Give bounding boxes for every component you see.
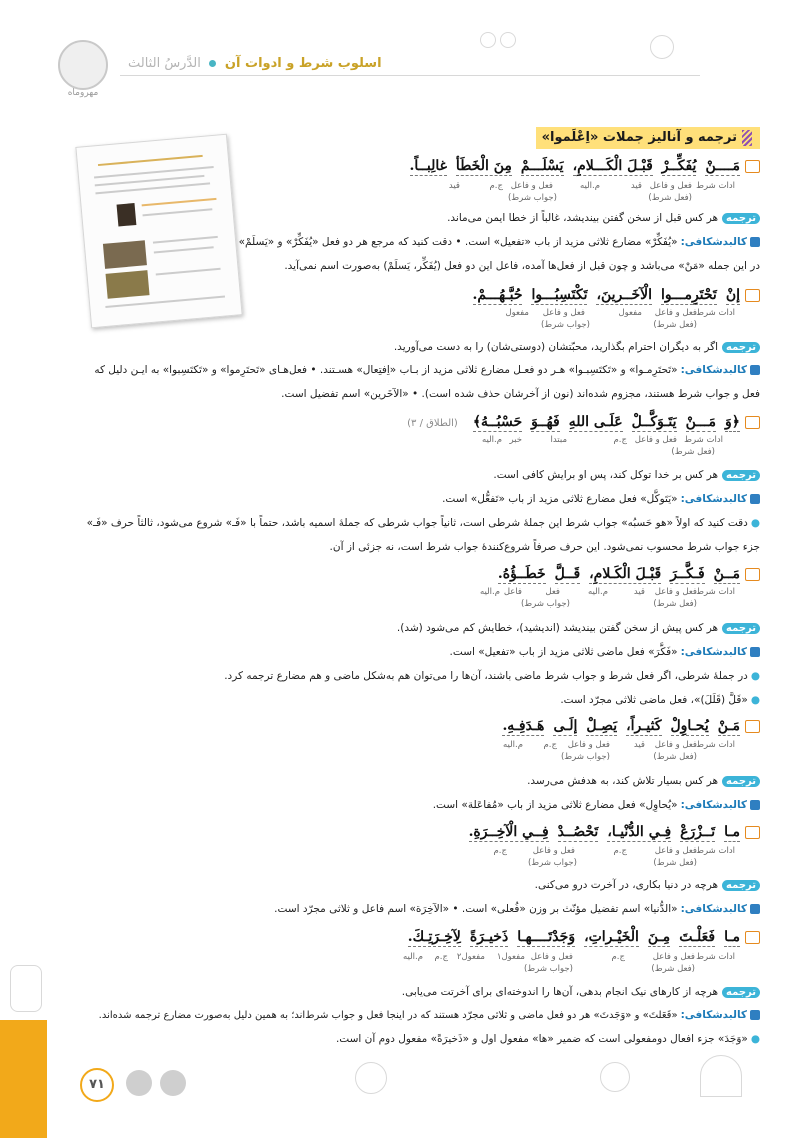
grammar-sublabel: (فعل شرط) <box>653 599 697 609</box>
analysis-text: «تَحتَرِمـوا» و «تَكتَسِبـوا» هـر دو فعـل مضارع ثلاثی مزيد از بـاب «اِفتِعال» هسـتند. • فعل‌هـای «تَحتَرِموا» و «تَكتَسِبوا» به ايـن دليل كه <box>94 364 678 376</box>
word: مـا <box>724 824 740 840</box>
analysis-tag: کالبدشکافی: <box>680 236 747 248</box>
grammar-sublabel: (جواب شرط) <box>523 964 573 974</box>
grammar-label: ادات شرط <box>684 435 723 445</box>
grammar-label: مبتدا <box>550 435 567 445</box>
analysis-tag: کالبدشکافی: <box>680 799 747 811</box>
section-title <box>536 127 760 149</box>
grammar-label: فعل و فاعل <box>634 435 677 445</box>
analysis-text: «يَتَوكَّل» فعل مضارع ثلاثی مزيد از باب «تَفعُّل» است. <box>442 493 678 505</box>
arabic-sentence <box>460 824 760 842</box>
word: يُحـاوِلْ <box>670 718 709 734</box>
grammar-label: قيد <box>630 181 642 191</box>
note-text: جزء جواب شرط محسوب نمی‌شود. اين حرف صرفاً شروع‌كنندهٔ جواب شرط است، نه جزئی از آن. <box>329 541 760 553</box>
word: فِــي الْآخِــرَةِ. <box>468 824 549 840</box>
analysis-text: «يُحاوِل» فعل مضارع ثلاثی مزيد از باب «مُفاعَلة» است. <box>432 799 678 811</box>
pen-icon <box>750 494 760 504</box>
section-title-text: ترجمه و آنالیز جملات «اِعْلَموا» <box>541 130 737 145</box>
word: خَطَــؤُهُ. <box>497 566 546 582</box>
book-icon <box>745 416 760 429</box>
bullet-note <box>336 1033 760 1045</box>
grammar-label: ج.م <box>434 952 448 962</box>
grammar-label: فعل و فاعل <box>652 952 695 962</box>
analysis-text: «فَكَّرَ» فعل ماضی ثلاثی مزيد از باب «تفعيل» است. <box>449 646 678 658</box>
word: هَـدَفِـهِ. <box>502 718 545 734</box>
analysis-row <box>442 493 760 505</box>
doodle-circle <box>650 35 674 59</box>
grammar-label: ادات شرط <box>696 952 735 962</box>
analysis-tag: کالبدشکافی: <box>680 493 747 505</box>
word: عَلَـى اللهِ <box>568 414 623 430</box>
word: مَـنْ <box>717 718 740 734</box>
analysis-text: «فَعَلتَ» و «وَجَدتَ» هر دو فعل ماضی و ثلاثی مجرّد هستند كه در اينجا فعل و جواب شرط‌اند؛ به همين دليل به‌صورت مضارع ترجمه شده‌اند. <box>98 1010 678 1021</box>
translation-row <box>397 622 760 634</box>
word: فَعَلْـتَ <box>679 929 716 945</box>
decor-circle <box>160 1070 186 1096</box>
translation-row <box>527 775 760 787</box>
book-icon <box>745 720 760 733</box>
grammar-sublabel: (فعل شرط) <box>653 752 697 762</box>
pen-icon <box>750 365 760 375</box>
grammar-label: قيد <box>633 587 645 597</box>
translation-text: هر كس قبل از سخن گفتن بينديشد، غالباً از خطا ايمن می‌ماند. <box>447 212 719 224</box>
book-icon <box>745 826 760 839</box>
header-title-group <box>128 56 382 71</box>
grammar-label: قيد <box>633 740 645 750</box>
grammar-label: خبر <box>509 435 522 445</box>
analysis-tag: کالبدشکافی: <box>680 903 747 915</box>
word: مِنَ الْخَطَأ <box>455 158 512 174</box>
grammar-label: ج.م <box>611 952 625 962</box>
grammar-label: مفعول٢ <box>456 952 485 962</box>
arabic-sentence <box>464 287 760 305</box>
grammar-sublabel: (جواب شرط) <box>560 752 610 762</box>
bullet-note <box>560 694 760 706</box>
note-text: «قَلَّ (قَلَلَ)»، فعل ماضی ثلاثی مجرّد است. <box>560 694 748 706</box>
analysis-text: «الدُّنيا» اسم تفضيل مؤنّث بر وزن «فُعلی» است. • «الآخِرَة» اسم فاعل و ثلاثی مجرّد است. <box>274 903 678 915</box>
grammar-sublabel: (جواب شرط) <box>527 858 577 868</box>
translation-row <box>394 341 760 353</box>
translation-text: هر كس پيش از سخن گفتن بينديشد (انديشيد)، خطايش كم می‌شود (شد). <box>396 622 719 634</box>
translation-tag: ترجمه <box>722 776 760 787</box>
grammar-sublabel: (فعل شرط) <box>653 320 697 330</box>
analysis-row <box>433 799 760 811</box>
word: مِـنَ <box>647 929 671 945</box>
analysis-row <box>274 903 760 915</box>
translation-tag: ترجمه <box>722 342 760 353</box>
chapter-title: اسلوب شرط و ادوات آن <box>224 56 382 71</box>
word: لِآخِـرَتِـكَ. <box>407 929 461 945</box>
word: ﴿وَ <box>725 414 740 430</box>
word: كَثيـراً، <box>626 718 662 734</box>
analysis-row <box>239 236 760 248</box>
analysis-row <box>99 1009 760 1021</box>
grammar-label: مفعول <box>618 308 642 318</box>
translation-tag: ترجمه <box>722 987 760 998</box>
lantern-doodle <box>10 965 42 1012</box>
grammar-sublabel: (فعل شرط) <box>653 858 697 868</box>
grammar-label: ادات شرط <box>696 308 735 318</box>
analysis-row <box>450 646 760 658</box>
publisher-logo <box>58 40 108 90</box>
word: ذَخيـرَةً <box>469 929 509 945</box>
word: فِـي الدُّنْيـا، <box>607 824 672 840</box>
grammar-label: مفعول١ <box>496 952 525 962</box>
grammar-label: فعل و فاعل <box>542 308 585 318</box>
grammar-label: ادات شرط <box>696 587 735 597</box>
word: تَحْتَرِمـــوا <box>661 287 717 303</box>
book-icon <box>745 568 760 581</box>
word: مَـــنْ <box>685 414 717 430</box>
word: فَـكَّــرَ <box>670 566 705 582</box>
book-icon <box>745 931 760 944</box>
grammar-label: ادات شرط <box>696 846 735 856</box>
analysis-tag: کالبدشکافی: <box>680 646 747 658</box>
grammar-label: م.اليه <box>481 435 502 445</box>
translation-text: هرچه از كارهای نيک انجام بدهی، آن‌ها را اندوخته‌ای برای آخرتت می‌يابی. <box>401 986 719 998</box>
note-text: «وَجَدَ» جزء افعال دومفعولی است كه ضمير «ها» مفعول اول و «ذَخيرَةً» مفعول دوم آن است. <box>335 1033 748 1045</box>
pen-icon <box>750 647 760 657</box>
translation-row <box>535 879 760 891</box>
grammar-label: فعل و فاعل <box>654 587 697 597</box>
grammar-label: ج.م <box>489 181 503 191</box>
header-dot <box>209 60 216 67</box>
side-color-strip <box>0 1020 47 1138</box>
header-divider <box>120 75 700 76</box>
grammar-label: فعل و فاعل <box>567 740 610 750</box>
grammar-label: ج.م <box>613 846 627 856</box>
doodle-star <box>355 1062 387 1094</box>
word: يَتَـوَكَّــلْ <box>631 414 677 430</box>
word: مـا <box>724 929 740 945</box>
grammar-label: م.اليه <box>479 587 500 597</box>
word: حُبَّـهُـــمْ. <box>472 287 523 303</box>
decor-circle <box>126 1070 152 1096</box>
grammar-label: فعل و فاعل <box>654 740 697 750</box>
bullet-icon: ● <box>750 1033 760 1045</box>
bullet-note <box>224 670 760 682</box>
word: مَــنْ <box>713 566 740 582</box>
translation-text: اگر به ديگران احترام بگذاريد، محبّتشان (دوستی‌شان) را به دست می‌آوريد. <box>393 341 719 353</box>
word: تَــزْرَعْ <box>680 824 716 840</box>
grammar-label: م.اليه <box>402 952 423 962</box>
grammar-sublabel: (فعل شرط) <box>651 964 695 974</box>
grammar-sublabel: (جواب شرط) <box>507 193 557 203</box>
bullet-icon: ● <box>750 670 760 682</box>
grammar-label: فعل و فاعل <box>654 308 697 318</box>
note-text: در جملهٔ شرطی، اگر فعل شرط و جواب شرط ماضی باشند، آن‌ها را می‌توان هم به‌شكل ماضی و هم مضارع ترجمه كرد. <box>224 670 748 682</box>
word: تَكْتَسِبُـــوا <box>531 287 588 303</box>
grammar-label: فعل و فاعل <box>649 181 692 191</box>
grammar-sublabel: (جواب شرط) <box>540 320 590 330</box>
pen-icon <box>750 904 760 914</box>
word: فَهُــوَ <box>531 414 560 430</box>
word: قَبْـلَ الْكَـلامِ، <box>589 566 662 582</box>
doodle-flower <box>600 1062 630 1092</box>
grammar-sublabel: (جواب شرط) <box>520 599 570 609</box>
word: يُفَكِّــرْ <box>661 158 697 174</box>
arabic-sentence <box>489 566 760 584</box>
analysis-text: در اين جمله «مَنْ» می‌باشد و چون قبل از فعل‌ها آمده، فاعل اين دو فعل (يُفَكِّر، يَسلَمْ) به‌صورت اسم نمی‌آيد. <box>284 260 760 272</box>
translation-row <box>402 986 760 998</box>
grammar-label: فعل و فاعل <box>530 952 573 962</box>
page-number: ۷۱ <box>80 1068 114 1102</box>
doodle-circle <box>500 32 516 48</box>
word: قَبْـلَ الْكَـــلامِ، <box>572 158 653 174</box>
doodle-circle <box>480 32 496 48</box>
translation-text: هر كس بسيار تلاش كند، به هدفش می‌رسد. <box>527 775 719 787</box>
translation-tag: ترجمه <box>722 470 760 481</box>
book-icon <box>745 289 760 302</box>
stripe-icon <box>742 130 752 146</box>
analysis-tag: کالبدشکافی: <box>680 1009 747 1021</box>
analysis-text: «يُفَكِّرْ» مضارع ثلاثی مزيد از باب «تفعيل» است. • دقت كنيد كه مرجع هر دو فعل «يُفَكِّرْ» و «يَسلَمْ» <box>238 236 678 248</box>
grammar-label: ج.م <box>543 740 557 750</box>
word: حَسْبُــهُ﴾ <box>472 414 523 430</box>
translation-tag: ترجمه <box>722 880 760 891</box>
analysis-text: فعل و جواب شرط هستند، مجزوم شده‌اند (نون از آخرشان حذف شده است). • «الآخَرين» اسم تفضيل است. <box>281 388 760 400</box>
word: قَــلَّ <box>554 566 581 582</box>
grammar-label: ج.م <box>493 846 507 856</box>
grammar-label: فعل و فاعل <box>510 181 553 191</box>
grammar-sublabel: (فعل شرط) <box>671 447 715 457</box>
umbrella-doodle <box>700 1055 742 1097</box>
grammar-label: م.اليه <box>579 181 600 191</box>
arabic-sentence <box>399 929 760 947</box>
bullet-icon: ● <box>750 694 760 706</box>
arabic-sentence <box>407 414 760 432</box>
note-text: دقت كنيد كه اولاً «هو حَسبُه» جواب شرط اين جملهٔ شرطی است، ثانياً جواب شرطی كه جملهٔ اسميه باشد، حتماً با «فَـ» شروع می‌شود، ثالثاً حرف «فَـ» <box>86 517 748 529</box>
arabic-sentence <box>493 718 760 736</box>
grammar-label: ج.م <box>613 435 627 445</box>
word: الْخَيْـراتِ، <box>584 929 639 945</box>
word: الْآخَــرينَ، <box>596 287 653 303</box>
word: يَصِـلْ <box>586 718 618 734</box>
grammar-label: فعل و فاعل <box>654 846 697 856</box>
translation-text: هرچه در دنيا بكاری، در آخرت درو می‌كنی. <box>534 879 719 891</box>
bullet-icon: ● <box>750 517 760 529</box>
word: إلَـى <box>553 718 578 734</box>
translation-row <box>493 469 760 481</box>
word: وَجَدْتَــــهـا <box>517 929 576 945</box>
translation-tag: ترجمه <box>722 213 760 224</box>
grammar-label: فاعل <box>503 587 522 597</box>
book-icon <box>745 160 760 173</box>
translation-row <box>447 212 760 224</box>
quran-reference: (الطلاق / ٣) <box>407 418 458 429</box>
pen-icon <box>750 237 760 247</box>
translation-tag: ترجمه <box>722 623 760 634</box>
grammar-label: فعل و فاعل <box>532 846 575 856</box>
pen-icon <box>750 800 760 810</box>
word: غالِبــاً. <box>409 158 447 174</box>
word: يَسْلَـــمْ <box>520 158 564 174</box>
grammar-label: م.اليه <box>502 740 523 750</box>
grammar-label: قيد <box>448 181 460 191</box>
analysis-tag: کالبدشکافی: <box>680 364 747 376</box>
analysis-row <box>94 364 760 376</box>
grammar-label: ادات شرط <box>696 181 735 191</box>
grammar-label: مفعول <box>505 308 529 318</box>
word: تَحْصُــدْ <box>557 824 599 840</box>
word: مَــــنْ <box>705 158 740 174</box>
grammar-sublabel: (فعل شرط) <box>648 193 692 203</box>
translation-text: هر كس بر خدا توكل كند، پس او برايش كافی است. <box>493 469 719 481</box>
word: إنْ <box>725 287 740 303</box>
grammar-label: ادات شرط <box>696 740 735 750</box>
lesson-label: الدَّرسُ الثالث <box>128 56 201 71</box>
grammar-label: م.اليه <box>587 587 608 597</box>
pen-icon <box>750 1010 760 1020</box>
page-thumbnail <box>75 134 242 329</box>
bullet-note <box>87 517 760 529</box>
publisher-logo-text: مهروماه <box>67 88 99 98</box>
arabic-sentence <box>401 158 761 176</box>
grammar-label: فعل <box>545 587 560 597</box>
